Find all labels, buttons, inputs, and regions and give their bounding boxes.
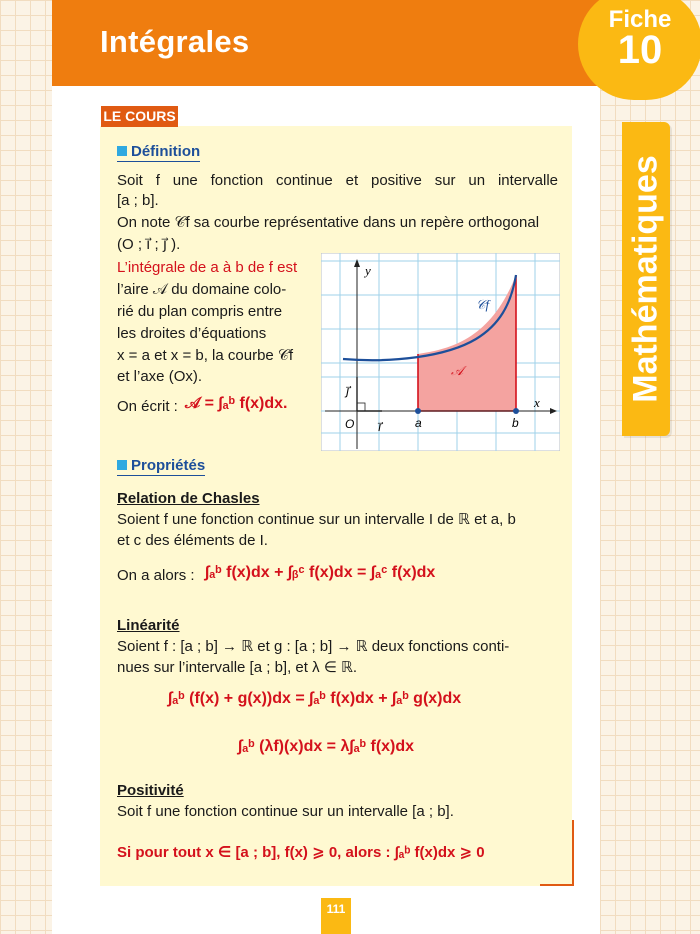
- definition-line-8: les droites d’équations: [117, 325, 267, 342]
- corner-bracket-vertical: [572, 820, 574, 886]
- linearite-formula-1: ∫ₐᵇ (f(x) + g(x))dx = ∫ₐᵇ f(x)dx + ∫ₐᵇ g(x)dx: [168, 690, 462, 707]
- definition-line-9: x = a et x = b, la courbe 𝒞f: [117, 347, 294, 364]
- integral-graph: [321, 253, 560, 451]
- point-a: [415, 408, 421, 414]
- positivite-rule: Si pour tout x ∈ [a ; b], f(x) ⩾ 0, alors : ∫ₐᵇ f(x)dx ⩾ 0: [117, 844, 485, 861]
- chasles-title: Relation de Chasles: [117, 490, 260, 507]
- definition-line-5: L’intégrale de a à b de f est: [117, 259, 298, 276]
- square-bullet-icon: [117, 146, 127, 156]
- definition-line-10: et l’axe (Ox).: [117, 368, 203, 385]
- linearite-line-1: Soient f : [a ; b] → ℝ et g : [a ; b] → ℝ deux fonctions conti-: [117, 638, 510, 655]
- vector-i-label: i⃗: [378, 420, 382, 434]
- subject-tab: [622, 122, 670, 436]
- linearite-line-2: nues sur l’intervalle [a ; b], et λ ∈ ℝ.: [117, 659, 358, 676]
- properties-heading: [117, 457, 205, 476]
- vector-j-label: j⃗: [346, 384, 350, 398]
- definition-line-4: (O ; i⃗ ; j⃗ ).: [117, 236, 181, 253]
- page-title: Intégrales: [100, 24, 250, 59]
- corner-bracket-horizontal: [540, 884, 574, 886]
- definition-heading-text: Définition: [131, 143, 201, 160]
- properties-heading-text: Propriétés: [131, 457, 206, 474]
- fiche-label: Fiche: [608, 6, 672, 33]
- notation-label: On écrit :: [117, 398, 178, 415]
- origin-label: O: [345, 417, 355, 431]
- page-number: 111: [321, 898, 351, 934]
- section-tag: LE COURS: [101, 106, 178, 127]
- linearite-title: Linéarité: [117, 617, 180, 634]
- definition-line-3: On note 𝒞f sa courbe représentative dans un repère orthogonal: [117, 214, 540, 231]
- notation-formula: 𝒜 = ∫ₐᵇ f(x)dx.: [185, 395, 288, 412]
- chasles-formula: ∫ₐᵇ f(x)dx + ∫ᵦᶜ f(x)dx = ∫ₐᶜ f(x)dx: [205, 564, 436, 581]
- positivite-title: Positivité: [117, 782, 184, 799]
- definition-line-7: rié du plan compris entre: [117, 303, 283, 320]
- fiche-badge: [578, 0, 700, 100]
- point-b: [513, 408, 519, 414]
- definition-line-1: Soit f une fonction continue et positive sur un intervalle: [117, 172, 558, 189]
- subject-label: Mathématiques: [626, 155, 665, 403]
- chasles-line-2: et c des éléments de I.: [117, 532, 268, 549]
- header-bar: [52, 0, 648, 86]
- definition-line-2: [a ; b].: [117, 192, 159, 209]
- x-axis-label: x: [534, 395, 540, 410]
- curve-label: 𝒞f: [476, 297, 490, 312]
- area-label: 𝒜: [451, 363, 464, 378]
- positivite-line-1: Soit f une fonction continue sur un intervalle [a ; b].: [117, 803, 454, 820]
- chasles-line-1: Soient f une fonction continue sur un intervalle I de ℝ et a, b: [117, 511, 516, 528]
- definition-line-6: l’aire 𝒜 du domaine colo-: [117, 281, 287, 298]
- fiche-number: 10: [617, 28, 663, 72]
- definition-heading: [117, 143, 200, 162]
- chasles-formula-label: On a alors :: [117, 567, 195, 584]
- y-axis-label: y: [365, 263, 371, 278]
- a-label: a: [415, 416, 422, 430]
- square-bullet-icon: [117, 460, 127, 470]
- linearite-formula-2: ∫ₐᵇ (λf)(x)dx = λ∫ₐᵇ f(x)dx: [238, 738, 415, 755]
- b-label: b: [512, 416, 519, 430]
